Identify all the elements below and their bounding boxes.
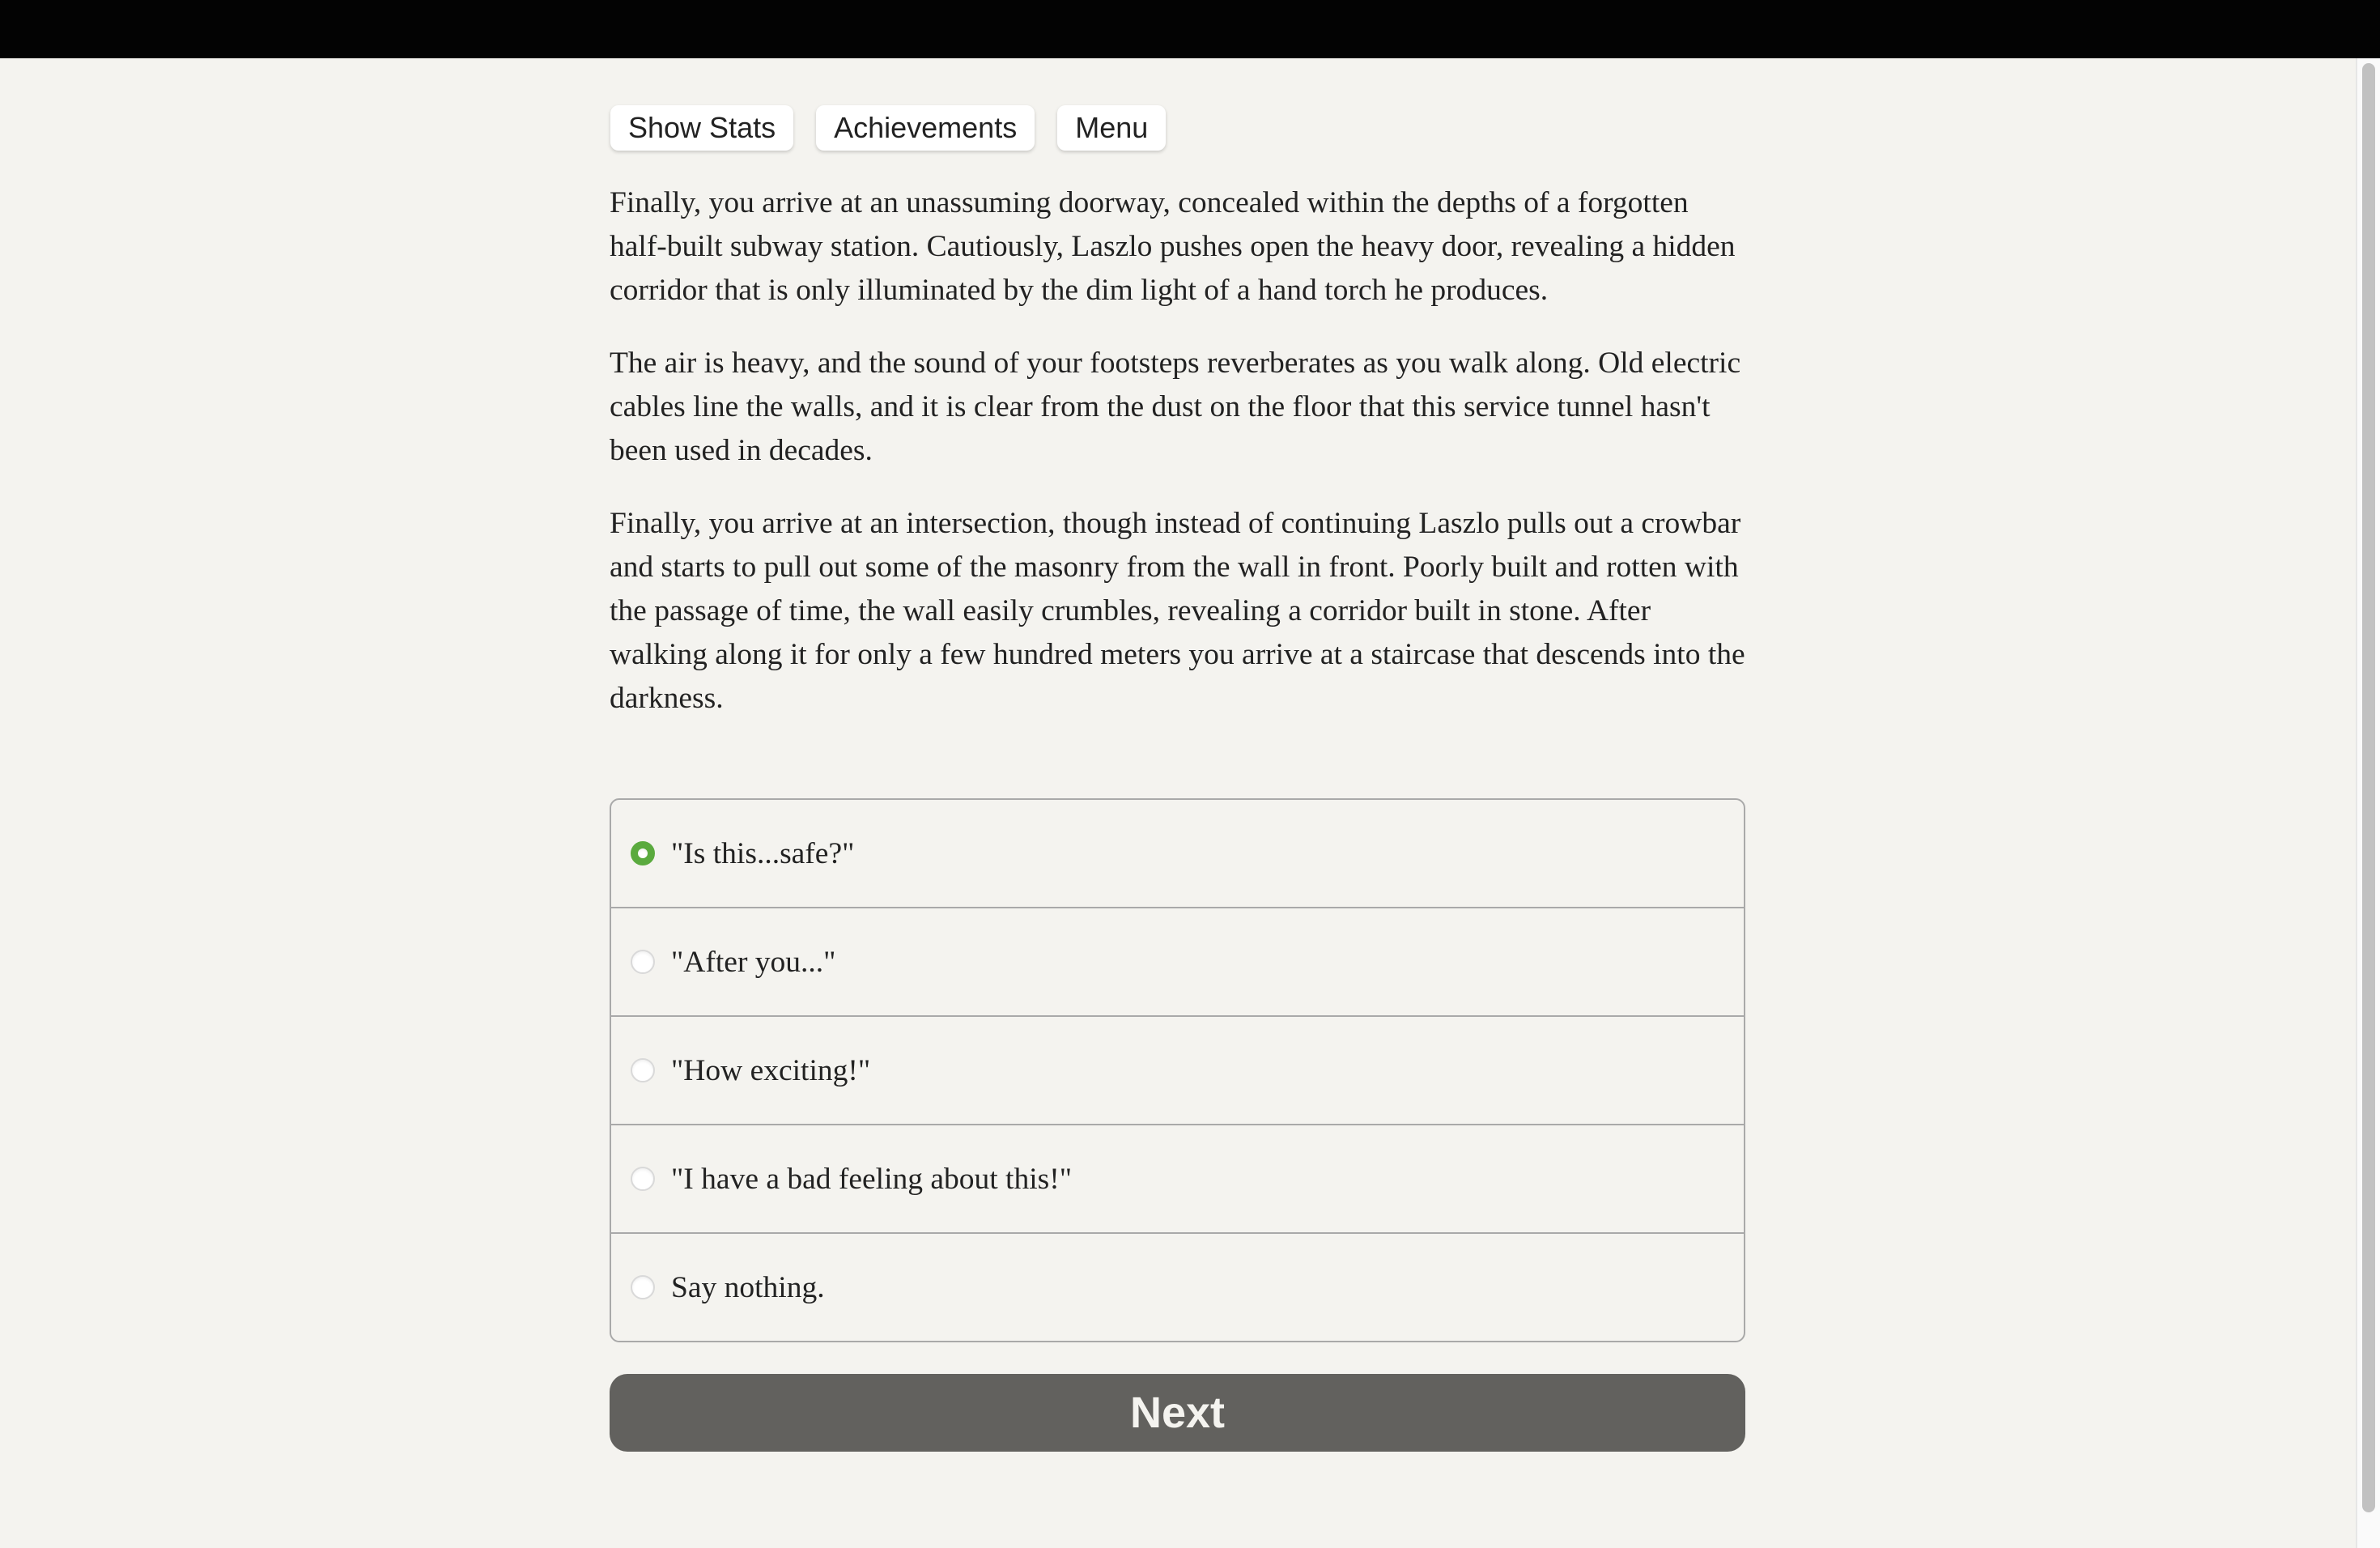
story-text bbox=[610, 181, 1745, 750]
vertical-scrollbar[interactable] bbox=[2356, 58, 2380, 1548]
choice-list bbox=[610, 798, 1745, 1342]
choice-option[interactable] bbox=[611, 1015, 1744, 1124]
story-paragraph: Finally, you arrive at an unassuming doorway, concealed within the depths of a forgotten half-built subway station. Cautiously, Laszlo pushes open the heavy door, revealing a hidden corridor that is only illuminated by the dim light of a hand torch he produces. bbox=[610, 186, 1736, 307]
radio-unselected-icon[interactable] bbox=[631, 1058, 655, 1082]
choice-label: "After you..." bbox=[671, 945, 836, 979]
story-paragraph: Finally, you arrive at an intersection, though instead of continuing Laszlo pulls out a crowbar and starts to pull out some of the masonry from the wall in front. Poorly built and rotten with the passage of time, the wall easily crumbles, revealing a corridor built in stone. After walking along it for only a few hundred meters you arrive at a staircase that descends into the darkness. bbox=[610, 507, 1745, 715]
radio-unselected-icon[interactable] bbox=[631, 950, 655, 974]
choice-option[interactable] bbox=[611, 800, 1744, 907]
choice-option[interactable] bbox=[611, 1124, 1744, 1232]
choice-option[interactable] bbox=[611, 907, 1744, 1015]
achievements-button[interactable]: Achievements bbox=[816, 105, 1035, 151]
story-paragraph: The air is heavy, and the sound of your footsteps reverberates as you walk along. Old electric cables line the walls, and it is clear from the dust on the floor that this service tunnel hasn't been used in decades. bbox=[610, 347, 1741, 467]
choice-label: Say nothing. bbox=[671, 1270, 825, 1304]
choice-label: "How exciting!" bbox=[671, 1053, 871, 1087]
radio-selected-icon[interactable] bbox=[631, 841, 655, 865]
radio-unselected-icon[interactable] bbox=[631, 1275, 655, 1299]
choice-option[interactable] bbox=[611, 1232, 1744, 1341]
header-button-row bbox=[610, 105, 1166, 151]
choice-label: "I have a bad feeling about this!" bbox=[671, 1162, 1073, 1196]
show-stats-button[interactable]: Show Stats bbox=[610, 105, 793, 151]
window-top-bar bbox=[0, 0, 2380, 58]
next-button[interactable]: Next bbox=[610, 1374, 1745, 1452]
menu-button[interactable]: Menu bbox=[1057, 105, 1166, 151]
radio-unselected-icon[interactable] bbox=[631, 1167, 655, 1191]
scrollbar-thumb[interactable] bbox=[2362, 63, 2375, 1512]
choice-label: "Is this...safe?" bbox=[671, 836, 855, 870]
